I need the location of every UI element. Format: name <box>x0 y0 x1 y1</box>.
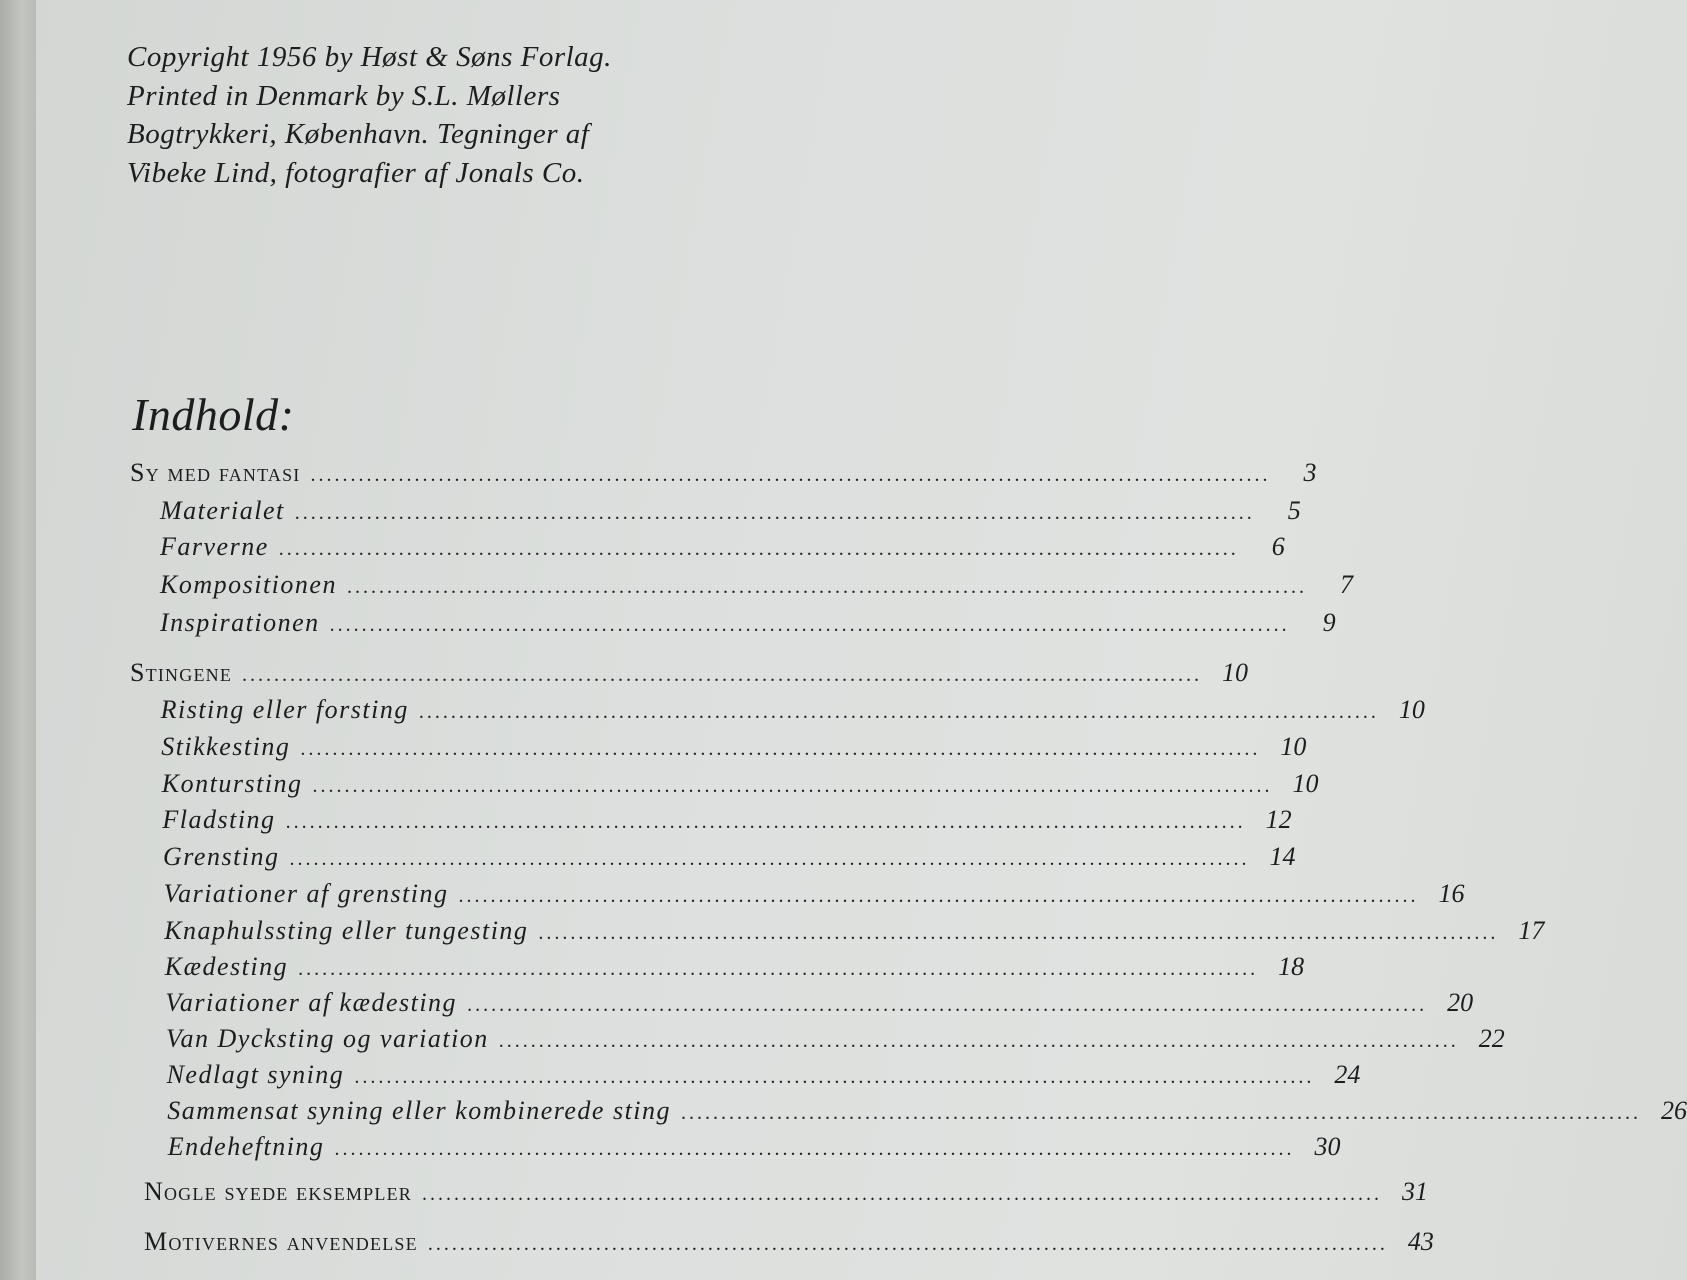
toc-entry-page: 10 <box>1280 732 1307 761</box>
leader-dots: ........................................................................................................................ <box>418 701 1379 723</box>
toc-entry-page: 43 <box>1407 1227 1434 1256</box>
toc-entry <box>164 952 1305 982</box>
toc-entry-page: 31 <box>1401 1177 1428 1206</box>
toc-entry-label: Sammensat syning eller kombinerede sting <box>167 1096 672 1125</box>
leader-dots: ........................................................................................................................ <box>681 1102 1642 1124</box>
toc-entry <box>130 658 1249 688</box>
toc-entry-page: 16 <box>1438 879 1465 908</box>
copyright-line: Copyright 1956 by Høst & Søns Forlag. <box>127 41 612 73</box>
leader-dots: ........................................................................................................................ <box>310 464 1271 486</box>
toc-entry-page: 30 <box>1314 1132 1341 1161</box>
leader-dots: ........................................................................................................................ <box>538 922 1499 944</box>
toc-entry-label: Farverne <box>160 532 269 561</box>
toc-entry <box>161 769 1319 799</box>
leader-dots: ........................................................................................................................ <box>242 664 1203 686</box>
toc-entry-page: 5 <box>1287 496 1301 525</box>
toc-entry-label: Stikkesting <box>161 732 291 761</box>
toc-entry <box>160 532 1285 562</box>
toc-entry-page: 14 <box>1269 842 1296 871</box>
toc-entry <box>160 496 1301 526</box>
leader-dots: ........................................................................................................................ <box>498 1030 1459 1052</box>
toc-entry-label: Kædesting <box>164 952 289 981</box>
leader-dots: ........................................................................................................................ <box>285 811 1246 833</box>
copyright-notice <box>127 38 612 192</box>
toc-entry-page: 9 <box>1322 608 1336 637</box>
toc-entry-label: Motivernes anvendelse <box>144 1227 418 1256</box>
toc-entry <box>167 1132 1341 1162</box>
toc-entry <box>160 695 1425 725</box>
toc-entry-label: Grensting <box>163 842 280 871</box>
toc-entry-label: Kontursting <box>161 769 303 798</box>
leader-dots: ........................................................................................................................ <box>278 538 1239 560</box>
toc-entry-page: 24 <box>1334 1060 1361 1089</box>
leader-dots: ........................................................................................................................ <box>329 614 1290 636</box>
toc-entry-page: 26 <box>1661 1096 1687 1125</box>
toc-entry-label: Kompositionen <box>160 570 337 599</box>
toc-entry-label: Materialet <box>160 496 285 525</box>
toc-entry <box>130 458 1317 488</box>
leader-dots: ........................................................................................................................ <box>289 848 1250 870</box>
copyright-line: Printed in Denmark by S.L. Møllers <box>127 79 561 112</box>
leader-dots: ........................................................................................................................ <box>294 502 1255 524</box>
toc-entry <box>161 732 1307 762</box>
toc-entry-page: 10 <box>1292 769 1319 798</box>
toc-entry-page: 12 <box>1265 805 1292 834</box>
toc-entry-page: 10 <box>1398 695 1425 724</box>
toc-entry <box>166 1060 1361 1090</box>
toc-entry-label: Knaphulssting eller tungesting <box>164 916 529 945</box>
toc-entry-label: Nedlagt syning <box>166 1060 345 1089</box>
toc-entry-label: Endeheftning <box>167 1132 325 1161</box>
leader-dots: ........................................................................................................................ <box>427 1233 1388 1255</box>
leader-dots: ........................................................................................................................ <box>458 885 1419 907</box>
toc-entry-page: 18 <box>1278 952 1305 981</box>
leader-dots: ........................................................................................................................ <box>346 576 1307 598</box>
toc-title: Indhold: <box>132 389 295 440</box>
toc-entry <box>144 1177 1428 1207</box>
toc-entry <box>165 988 1474 1018</box>
toc-entry <box>163 879 1465 909</box>
toc-entry-page: 17 <box>1518 916 1545 945</box>
toc-entry-page: 22 <box>1478 1024 1505 1053</box>
toc-entry-page: 3 <box>1303 458 1317 487</box>
toc-entry-page: 7 <box>1339 570 1353 599</box>
copyright-line: Bogtrykkeri, København. Tegninger af <box>127 118 590 150</box>
toc-entry <box>162 805 1292 835</box>
toc-entry-label: Variationer af kædesting <box>165 988 458 1017</box>
toc-entry-label: Inspirationen <box>160 608 320 637</box>
leader-dots: ........................................................................................................................ <box>300 738 1261 760</box>
toc-entry <box>164 916 1545 946</box>
toc-entry <box>160 570 1353 600</box>
leader-dots: ........................................................................................................................ <box>334 1138 1295 1160</box>
leader-dots: ........................................................................................................................ <box>421 1183 1382 1205</box>
toc-entry-label: Stingene <box>130 658 233 687</box>
toc-entry-page: 6 <box>1271 532 1285 561</box>
toc-entry-label: Van Dycksting og variation <box>166 1024 489 1053</box>
toc-entry <box>144 1227 1434 1257</box>
toc-entry <box>163 842 1296 872</box>
toc-entry <box>160 608 1336 638</box>
toc-entry-label: Fladsting <box>162 805 276 834</box>
toc-entry-page: 10 <box>1222 658 1249 687</box>
leader-dots: ........................................................................................................................ <box>298 958 1259 980</box>
leader-dots: ........................................................................................................................ <box>354 1066 1315 1088</box>
leader-dots: ........................................................................................................................ <box>467 994 1428 1016</box>
toc-entry-label: Variationer af grensting <box>163 879 449 908</box>
leader-dots: ........................................................................................................................ <box>312 775 1273 797</box>
toc-entry <box>167 1096 1687 1126</box>
toc-entry <box>166 1024 1505 1054</box>
toc-entry-page: 20 <box>1447 988 1474 1017</box>
page-edge <box>0 0 36 1280</box>
toc-entry-label: Nogle syede eksempler <box>144 1177 412 1206</box>
copyright-line: Vibeke Lind, fotografier af Jonals Co. <box>127 156 585 189</box>
toc-entry-label: Sy med fantasi <box>130 458 301 487</box>
toc-entry-label: Risting eller forsting <box>160 695 409 724</box>
